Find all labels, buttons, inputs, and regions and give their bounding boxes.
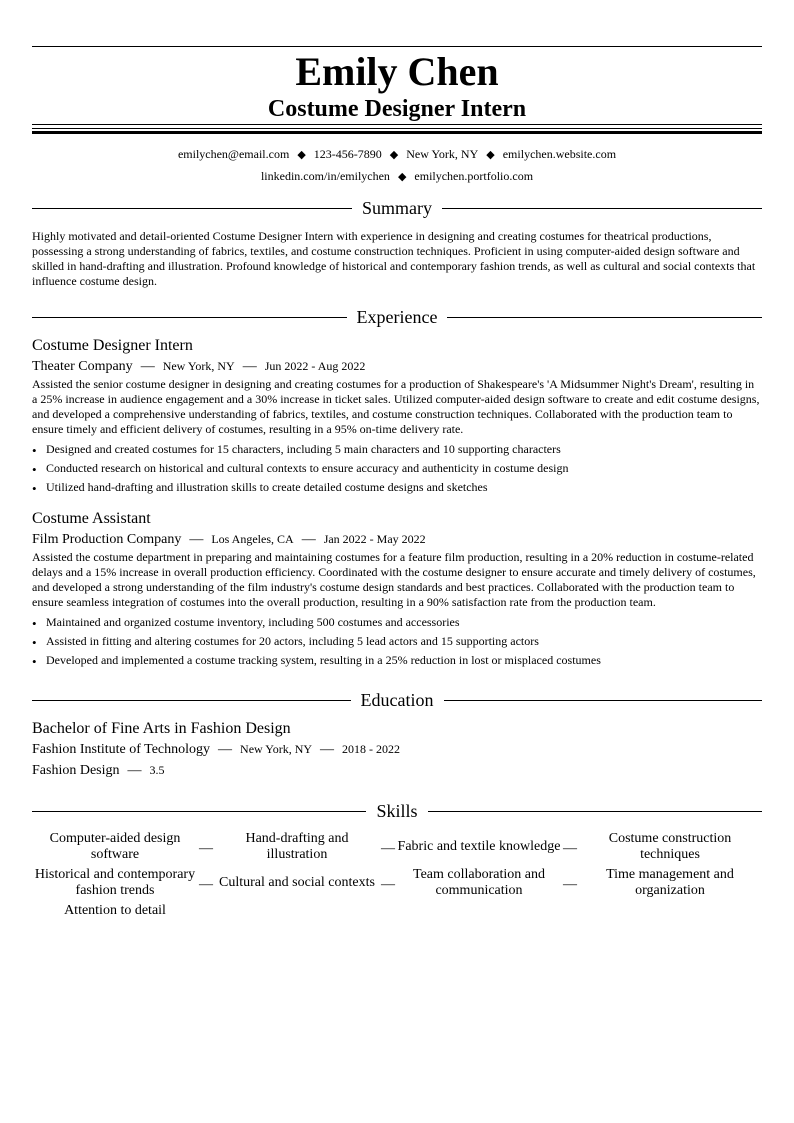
separator-icon: ◆ <box>397 171 407 183</box>
education-entry <box>32 718 762 781</box>
skill-item: Fabric and textile knowledge <box>397 839 561 854</box>
experience-heading-label: Experience <box>356 307 438 327</box>
skill-dash: — <box>381 877 395 892</box>
job-location: New York, NY <box>162 359 235 373</box>
company-name: Film Production Company <box>32 532 182 547</box>
education-major-gpa <box>32 760 762 781</box>
skill-item: Historical and contemporary fashion trends <box>34 867 196 898</box>
job-dates: Jan 2022 - May 2022 <box>323 532 426 546</box>
experience-heading <box>32 305 762 329</box>
job-title: Costume Designer Intern <box>32 337 193 354</box>
job-bullets <box>32 613 762 670</box>
skill-item: Costume construction techniques <box>608 831 732 862</box>
list-item: • Designed and created costumes for 15 characters, including 5 main characters and 10 supporting characters <box>32 440 762 459</box>
company-name: Theater Company <box>32 359 133 374</box>
education-heading <box>32 688 762 712</box>
header-bottom-rule <box>32 124 762 134</box>
resume-page <box>32 46 762 919</box>
summary-heading <box>32 196 762 220</box>
education-years: 2018 - 2022 <box>342 742 401 756</box>
list-item: • Assisted in fitting and altering costumes for 20 actors, including 5 lead actors and 15 supporting actors <box>32 632 762 651</box>
skill-dash: — <box>563 841 577 856</box>
phone-text: 123-456-7890 <box>313 147 382 161</box>
education-heading-label: Education <box>360 690 434 710</box>
separator-icon: ◆ <box>297 149 306 161</box>
job-meta <box>32 356 762 377</box>
list-item: • Conducted research on historical and cultural contexts to ensure accuracy and authenticity in costume design <box>32 459 762 478</box>
job-description: Assisted the costume department in preparing and maintaining costumes for a feature film production, resulting in a 20% reduction in costume-related delays and a 15% increase in overall production efficiency. Coordinated with the costume designer to ensure accurate and timely delivery of costumes, and developed a strong understanding of the film industry's costume design standards and best practices. Collaborated with the production team to ensure seamless integration of costumes into the overall production, resulting in a 90% satisfaction rate from the production team. <box>32 550 756 609</box>
skill-item: Computer-aided design software <box>49 831 181 862</box>
skill-dash: — <box>199 877 213 892</box>
meta-dash: — <box>218 742 233 757</box>
school-location: New York, NY <box>240 742 313 756</box>
skills-heading-label: Skills <box>376 801 418 821</box>
separator-icon: ◆ <box>486 149 495 161</box>
school-name: Fashion Institute of Technology <box>32 742 211 757</box>
list-item: • Utilized hand-drafting and illustration skills to create detailed costume designs and sketches <box>32 478 762 497</box>
meta-dash: — <box>301 532 316 547</box>
linkedin-link[interactable]: linkedin.com/in/emilychen <box>260 169 390 183</box>
skills-grid <box>32 831 762 919</box>
job-meta <box>32 529 762 550</box>
skill-item: Team collaboration and communication <box>413 867 545 898</box>
job-entry <box>32 335 762 497</box>
candidate-name: Emily Chen <box>295 49 499 94</box>
summary-text: Highly motivated and detail-oriented Costume Designer Intern with experience in designing and creating costumes for theatrical productions, possessing a strong understanding of fabrics, textiles, and costume construction techniques. Proficient in using computer-aided design software and skilled in hand-drafting and illustration. Profound knowledge of historical and contemporary fashion trends, as well as cultural and social contexts that influence costume design. <box>32 229 756 288</box>
skill-dash: — <box>199 841 213 856</box>
contact-line-2 <box>32 166 762 188</box>
list-item: • Maintained and organized costume inventory, including 500 costumes and accessories <box>32 613 762 632</box>
skill-item: Time management and organization <box>606 867 734 898</box>
skill-dash: — <box>381 841 395 856</box>
major-text: Fashion Design <box>32 763 120 778</box>
job-dates: Jun 2022 - Aug 2022 <box>264 359 366 373</box>
list-item: • Developed and implemented a costume tracking system, resulting in a 25% reduction in lost or misplaced costumes <box>32 651 762 670</box>
skill-item: Hand-drafting and illustration <box>245 831 349 862</box>
job-description: Assisted the senior costume designer in designing and creating costumes for a production of Shakespeare's 'A Midsummer Night's Dream', resulting in a 25% increase in audience engagement and a 30% increase in ticket sales. Utilized computer-aided design software to create and edit costume designs, and developed a comprehensive understanding of fabrics, textiles, and costume construction techniques. Collaborated with the production team to ensure timely and efficient delivery of costumes, resulting in a 95% on-time delivery rate. <box>32 377 760 436</box>
email-link[interactable]: emilychen@email.com <box>177 147 290 161</box>
skills-heading <box>32 799 762 823</box>
separator-icon: ◆ <box>389 149 399 161</box>
meta-dash: — <box>140 359 155 374</box>
portfolio-link[interactable]: emilychen.portfolio.com <box>414 169 534 183</box>
skill-dash: — <box>563 877 577 892</box>
skill-item: Attention to detail <box>64 903 166 918</box>
education-meta <box>32 739 762 760</box>
meta-dash: — <box>242 359 257 374</box>
location-text: New York, NY <box>406 147 479 161</box>
job-location: Los Angeles, CA <box>211 532 294 546</box>
meta-dash: — <box>320 742 335 757</box>
summary-heading-label: Summary <box>362 198 432 218</box>
skill-item: Cultural and social contexts <box>219 875 375 890</box>
website-link[interactable]: emilychen.website.com <box>502 147 617 161</box>
job-entry <box>32 508 762 670</box>
job-title: Costume Assistant <box>32 510 151 527</box>
degree-title: Bachelor of Fine Arts in Fashion Design <box>32 720 291 737</box>
contact-line-1 <box>32 144 762 166</box>
gpa-text: 3.5 <box>149 763 165 777</box>
meta-dash: — <box>189 532 204 547</box>
job-bullets <box>32 440 762 497</box>
job-target-title: Costume Designer Intern <box>267 96 527 122</box>
header-top-rule <box>32 46 762 47</box>
meta-dash: — <box>127 763 142 778</box>
